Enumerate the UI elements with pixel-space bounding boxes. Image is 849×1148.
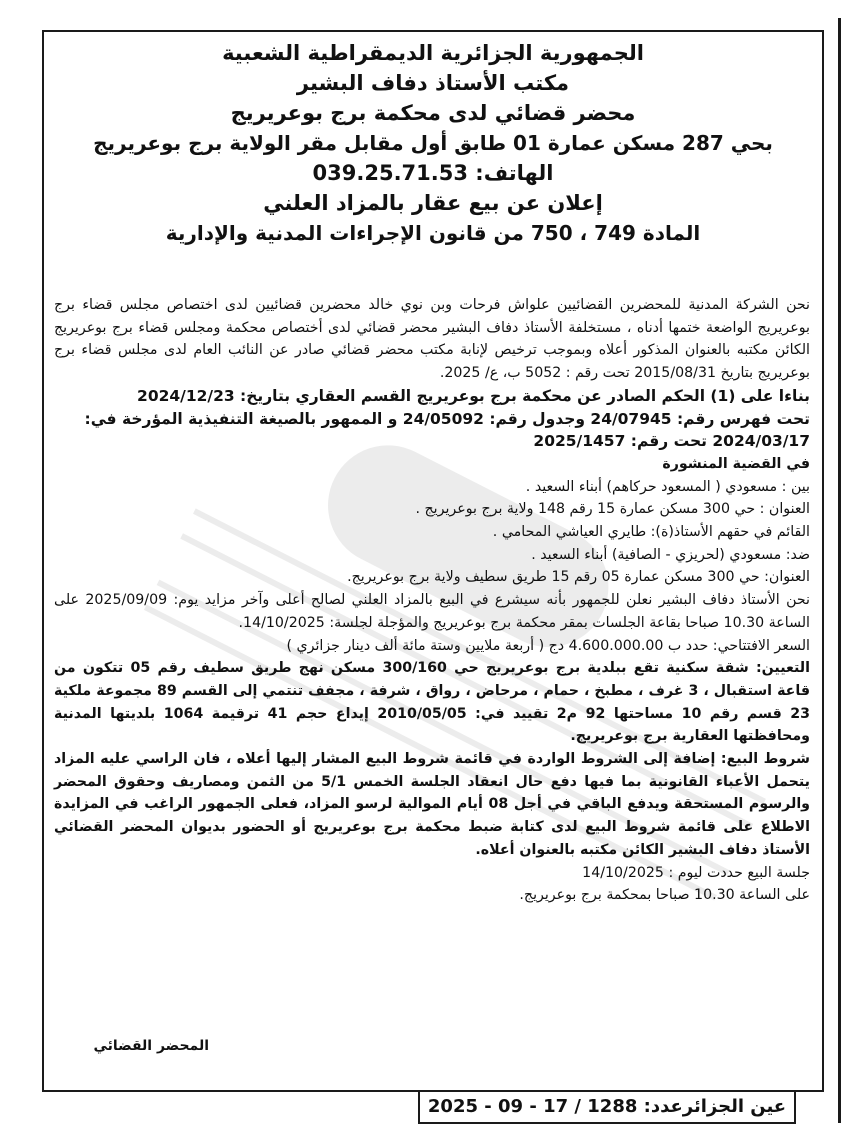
judgment-line-3: 2024/03/17 تحت رقم: 2025/1457: [533, 432, 810, 451]
publication-footer: عين الجزائرعدد: 1288 / 17 - 09 - 2025: [418, 1092, 796, 1124]
header-address: بحي 287 مسكن عمارة 01 طابق أول مقابل مقر الولاية برج بوعريريج: [93, 131, 773, 155]
header-phone: الهاتف: 039.25.71.53: [312, 161, 554, 185]
party-address-2: العنوان: حي 300 مسكن عمارة 05 رقم 15 طريق سطيف ولاية برج بوعريريج.: [347, 569, 810, 586]
header-office: مكتب الأستاذ دفاف البشير: [296, 71, 570, 95]
judgment-line-2: تحت فهرس رقم: 24/07945 وجدول رقم: 24/05092 و الممهور بالصيغة التنفيذية المؤرخة في:: [84, 409, 810, 428]
bailiff-signature: المحضر القضائي: [93, 1038, 209, 1054]
party-address-1: العنوان : حي 300 مسكن عمارة 15 رقم 148 ولاية برج بوعريريج .: [415, 501, 810, 518]
case-title: في القضية المنشورة: [662, 455, 810, 472]
notice-body: [54, 294, 810, 907]
sale-conditions: شروط البيع: إضافة إلى الشروط الواردة في قائمة شروط البيع المشار إليها أعلاه ، فان الراسي عليه المزاد يتحمل الأعباء القانونية بما فيها دفع حال انعقاد الجلسة الخمس 5/1 من الثمن ومصاريف وحقوق المحضر والرسوم المستحقة ويدفع الباقي في أجل 08 أيام الموالية لرسو المزاد، فعلى الجمهور الراغب في المزايدة الاطلاع على قائمة شروط البيع لدى كتابة ضبط محكمة برج بوعريريج أو الحضور بديوان المحضر القضائي الأستاذ دفاف البشير الكائن مكتبه بالعنوان أعلاه.: [54, 751, 811, 858]
notice-header: [44, 38, 822, 248]
notice-frame: [42, 30, 824, 1092]
session-date: جلسة البيع حددت ليوم : 14/10/2025: [582, 864, 810, 881]
opening-price: السعر الافتتاحي: حدد ب 4.600.000.00 دج ( أربعة ملايين وستة مائة ألف دينار جزائري ): [286, 637, 810, 654]
party-against: ضد: مسعودي (لحريزي - الصافية) أبناء السعيد .: [531, 546, 810, 563]
header-announcement-title: إعلان عن بيع عقار بالمزاد العلني: [263, 191, 603, 215]
auction-announcement: نحن الأستاذ دفاف البشير نعلن للجمهور بأنه سيشرع في البيع بالمزاد العلني لصالح أعلى وآخر مزايد يوم: 2025/09/09 على الساعة 10.30 صباحا بقاعة الجلسات بمقر محكمة برج بوعريريج والمؤجلة لجلسة: 14/10/2025.: [54, 592, 810, 631]
party-between: بين : مسعودي ( المسعود حركاهم) أبناء السعيد .: [525, 478, 810, 495]
intro-paragraph: نحن الشركة المدنية للمحضرين القضائيين علواش فرحات وبن نوي خالد محضرين قضائيين لدى اختصاص مجلس قضاء برج بوعريريج الواضعة ختمها أدناه ، مستخلفة الأستاذ دفاف البشير محضر قضائي لدى أختصاص محكمة ومجلس قضاء برج بوعريريج الكائن مكتبه بالعنوان المذكور أعلاه وبموجب ترخيص لإنابة مكتب محضر قضائي صادر عن النائب العام لدى مجلس قضاء برج بوعريريج بتاريخ 2015/08/31 تحت رقم : 5052 ب، ع/ 2025.: [54, 297, 810, 382]
header-law-article: المادة 749 ، 750 من قانون الإجراءات المدنية والإدارية: [165, 221, 701, 245]
page-edge-rule: [838, 18, 841, 1123]
header-bailiff: محضر قضائي لدى محكمة برج بوعريريج: [230, 101, 636, 125]
judgment-line-1: بناءا على (1) الحكم الصادر عن محكمة برج بوعريريج القسم العقاري بتاريخ: 2024/12/23: [137, 386, 810, 405]
lawyer-line: القائم في حقهم الأستاذ(ة): طايري العياشي المحامي .: [492, 524, 810, 541]
header-republic: الجمهورية الجزائرية الديمقراطية الشعبية: [222, 41, 644, 65]
session-time: على الساعة 10.30 صباحا بمحكمة برج بوعريريج.: [519, 887, 810, 904]
property-designation: التعيين: شقة سكنية تقع ببلدية برج بوعريريج حي 300/160 مسكن نهج طريق سطيف رقم 05 تتكون من قاعة استقبال ، 3 غرف ، مطبخ ، حمام ، مرحاض ، رواق ، شرفة ، مجفف تنتمي إلى القسم 89 مجموعة ملكية 23 قسم رقم 10 مساحتها 92 م2 تقييد في: 2010/05/05 إيداع حجم 41 ترقيمة 1064 بلديتها المدنية ومحافظتها العقارية برج بوعريريج.: [54, 660, 811, 745]
